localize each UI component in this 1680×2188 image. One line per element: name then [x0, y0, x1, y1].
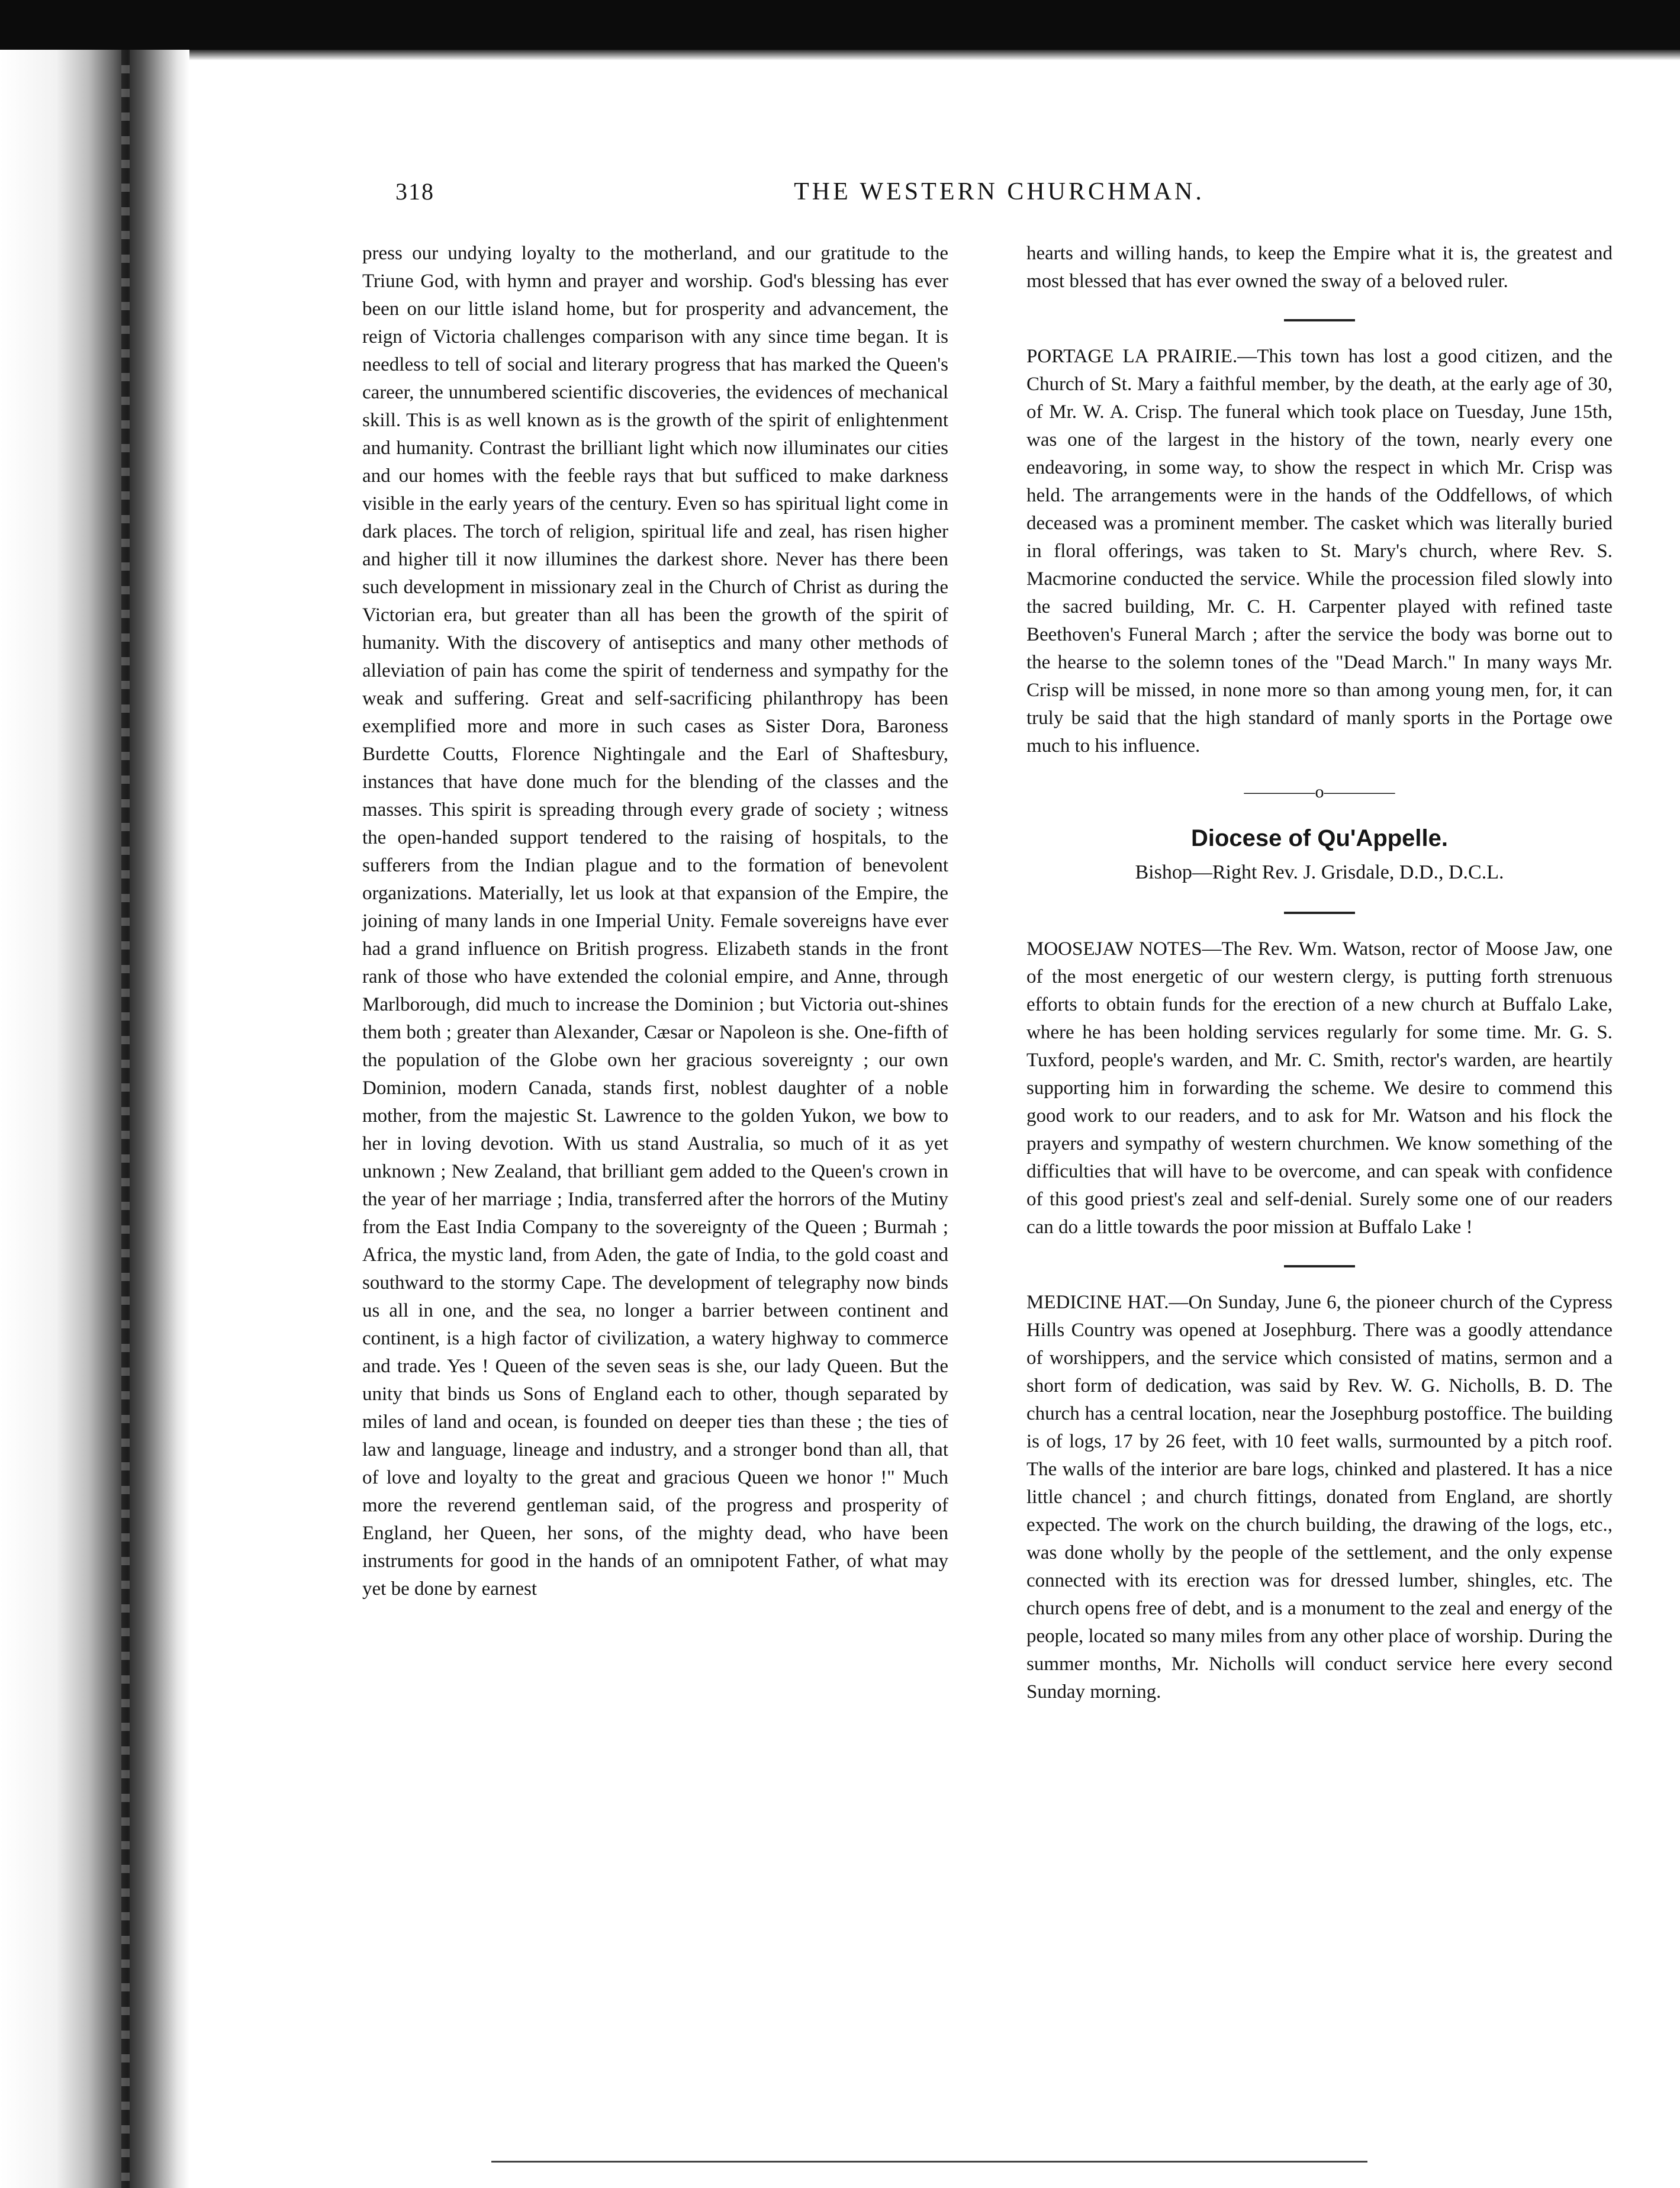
section-divider	[1284, 1265, 1355, 1267]
bishop-line: Bishop—Right Rev. J. Grisdale, D.D., D.C.L.	[1135, 861, 1504, 883]
scan-binding-streak	[121, 50, 130, 2188]
diocese-heading: Diocese of Qu'Appelle.	[1190, 825, 1449, 851]
page-number: 318	[395, 178, 435, 205]
right-column	[1026, 240, 1613, 1706]
page-header	[395, 178, 1603, 213]
section-divider	[1284, 319, 1355, 321]
ornament-divider: ————o————	[1244, 782, 1395, 802]
page-bottom-rule	[491, 2161, 1367, 2163]
left-column	[362, 240, 948, 1603]
journal-title: THE WESTERN CHURCHMAN.	[794, 178, 1205, 205]
article-text-left: press our undying loyalty to the motherland, and our gratitude to the Triune God, with hymn and prayer and worship. God's blessing has ever been on our little island home, but for prosperity and advancement, the reign of Victoria challenges comparison with any since time began. It is needless to tell of social and literary progress that has marked the Queen's career, the unnumbered scientific discoveries, the evidences of mechanical skill. This is as well known as is the growth of the spirit of enlightenment and humanity. Contrast the brilliant light which now illuminates our cities and our homes with the feeble rays that but sufficed to make darkness visible in the early years of the century. Even so has spiritual light come in dark places. The torch of religion, spiritual life and zeal, has risen higher and higher till it now illumines the darkest shore. Never has there been such development in missionary zeal in the Church of Christ as during the Victorian era, but greater than all has been the growth of the spirit of humanity. With the discovery of antiseptics and many other methods of alleviation of pain has come the spirit of tenderness and sympathy for the weak and suffering. Great and self-sacrificing philanthropy has been exemplified more and more in such cases as Sister Dora, Baroness Burdette Coutts, Florence Nightingale and the Earl of Shaftesbury, instances that have done much for the blending of the classes and the masses. This spirit is spreading through every grade of society ; witness the open-handed support tendered to the raising of hospitals, to the sufferers from the Indian plague and to the formation of benevolent organizations. Materially, let us look at that expansion of the Empire, the joining of many lands in one Imperial Unity. Female sovereigns have ever had a grand influence on British progress. Elizabeth stands in the front rank of those who have extended the colonial empire, and Anne, through Marlborough, did much to increase the Dominion ; but Victoria out-shines them both ; greater than Alexander, Cæsar or Napoleon is she. One-fifth of the population of the Globe own her gracious sovereignty ; our own Dominion, modern Canada, stands first, noblest daughter of a noble mother, from the majestic St. Lawrence to the golden Yukon, we bow to her in loving devotion. With us stand Australia, so much of it as yet unknown ; New Zealand, that brilliant gem added to the Queen's crown in the year of her marriage ; India, transferred after the horrors of the Mutiny from the East India Company to the sovereignty of the Queen ; Burmah ; Africa, the mystic land, from Aden, the gate of India, to the gold coast and southward to the stormy Cape. The development of telegraphy now binds us all in one, and the sea, no longer a barrier between continent and continent, is a high factor of civilization, a watery highway to commerce and trade. Yes ! Queen of the seven seas is she, our lady Queen. But the unity that binds us Sons of England each to other, though separated by miles of land and ocean, is founded on deeper ties than these ; the ties of law and language, lineage and industry, and a stronger bond than all, that of love and loyalty to the great and gracious Queen we honor !" Much more the reverend gentleman said, of the progress and prosperity of England, her Queen, her sons, of the mighty dead, who have been instruments for good in the hands of an omnipotent Father, of what may yet be done by earnest	[362, 243, 948, 1600]
section-divider	[1284, 912, 1355, 914]
moosejaw-notes-article: MOOSEJAW NOTES—The Rev. Wm. Watson, rector of Moose Jaw, one of the most energetic of our western clergy, is putting forth strenuous efforts to obtain funds for the erection of a new church at Buffalo Lake, where he has been holding services regularly for some time. Mr. G. S. Tuxford, people's warden, and Mr. C. Smith, rector's warden, are heartily supporting him in forwarding the scheme. We desire to commend this good work to our readers, and to ask for Mr. Watson and his flock the prayers and sympathy of western churchmen. We know something of the difficulties that will have to be overcome, and can speak with confidence of this good priest's zeal and self-denial. Surely some one of our readers can do a little towards the poor mission at Buffalo Lake !	[1026, 938, 1613, 1238]
article-continuation: hearts and willing hands, to keep the Empire what it is, the greatest and most blessed that has ever owned the sway of a beloved ruler.	[1026, 243, 1613, 292]
scan-binding-edge	[0, 50, 189, 2188]
portage-la-prairie-article: PORTAGE LA PRAIRIE.—This town has lost a good citizen, and the Church of St. Mary a faithful member, by the death, at the early age of 30, of Mr. W. A. Crisp. The funeral which took place on Tuesday, June 15th, was one of the largest in the history of the town, nearly every one endeavoring, in some way, to show the respect in which Mr. Crisp was held. The arrangements were in the hands of the Oddfellows, of which deceased was a prominent member. The casket which was literally buried in floral offerings, was taken to St. Mary's church, where Rev. S. Macmorine conducted the service. While the procession filed slowly into the sacred building, Mr. C. H. Carpenter played with refined taste Beethoven's Funeral March ; after the service the body was borne out to the hearse to the solemn tones of the "Dead March." In many ways Mr. Crisp will be missed, in none more so than among young men, for, it can truly be said that the high standard of manly sports in the Portage owe much to his influence.	[1026, 346, 1613, 757]
medicine-hat-article: MEDICINE HAT.—On Sunday, June 6, the pioneer church of the Cypress Hills Country was opened at Josephburg. There was a goodly attendance of worshippers, and the service which consisted of matins, sermon and a short form of dedication, was said by Rev. W. G. Nicholls, B. D. The church has a central location, near the Josephburg postoffice. The building is of logs, 17 by 26 feet, with 10 feet walls, surmounted by a pitch roof. The walls of the interior are bare logs, chinked and plastered. It has a nice little chancel ; and church fittings, donated from England, are shortly expected. The work on the church building, the drawing of the logs, etc., was done wholly by the people of the settlement, and the only expense connected with its erection was for dressed lumber, shingles, etc. The church opens free of debt, and is a monument to the zeal and energy of the people, located so many miles from any other place of worship. During the summer months, Mr. Nicholls will conduct service here every second Sunday morning.	[1026, 1292, 1613, 1703]
scan-top-shadow	[0, 50, 1680, 60]
scan-top-band	[0, 0, 1680, 50]
